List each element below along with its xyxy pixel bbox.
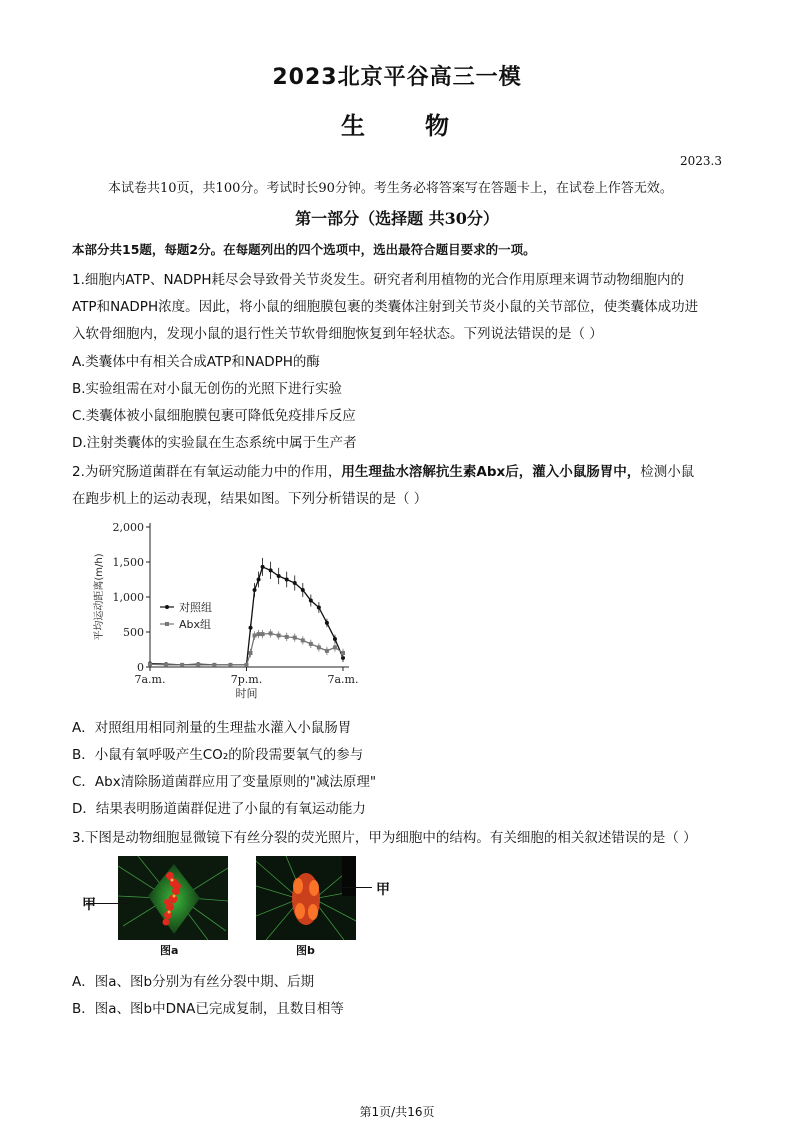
caption-b: 图b (296, 944, 315, 957)
q1-option-b: B.实验组需在对小鼠无创伤的光照下进行实验 (72, 381, 343, 397)
fluorescence-photo-a (118, 856, 228, 940)
data-point-control (257, 578, 261, 582)
data-point-abx (148, 662, 152, 666)
data-point-abx (249, 651, 253, 655)
data-point-abx (293, 636, 297, 640)
q2-option-a: A．对照组用相同剂量的生理盐水灌入小鼠肠胃 (72, 720, 352, 736)
data-point-abx (317, 645, 321, 649)
q1-stem-line3: 入软骨细胞内，发现小鼠的退行性关节软骨细胞恢复到年轻状态。下列说法错误的是（ ） (72, 326, 603, 342)
section-instruction: 本部分共15题，每题2分。在每题列出的四个选项中，选出最符合题目要求的一项。 (72, 242, 536, 257)
q1-option-c: C.类囊体被小鼠细胞膜包裹可降低免疫排斥反应 (72, 408, 356, 424)
q2-stem-emphasis: 用生理盐水溶解抗生素Abx后，灌入小鼠肠胃中， (341, 464, 641, 480)
x-axis-title: 时间 (235, 687, 258, 700)
legend-marker (165, 622, 169, 626)
data-point-control (333, 637, 337, 641)
exam-date: 2023.3 (680, 154, 722, 168)
data-point-abx (257, 632, 261, 636)
data-point-control (277, 574, 281, 578)
data-point-abx (269, 631, 273, 635)
fluorescence-photo-b (256, 856, 356, 940)
data-point-abx (285, 635, 289, 639)
data-point-control (325, 621, 329, 625)
data-point-abx (309, 642, 313, 646)
y-tick-label: 2,000 (112, 521, 144, 534)
label-jia-b: 甲 (376, 882, 390, 898)
data-point-abx (277, 634, 281, 638)
x-tick-label: 7a.m. (327, 673, 359, 686)
data-point-control (249, 626, 253, 630)
caption-a: 图a (160, 944, 179, 957)
q2-option-b: B．小鼠有氧呼吸产生CO₂的阶段需要氧气的参与 (72, 747, 364, 763)
x-tick-label: 7p.m. (230, 673, 263, 686)
data-point-abx (341, 651, 345, 655)
data-point-abx (333, 645, 337, 649)
data-point-abx (301, 638, 305, 642)
q1-option-a: A.类囊体中有相关合成ATP和NADPH的酶 (72, 354, 320, 370)
y-tick-label: 500 (123, 626, 144, 639)
q2-stem-part3: 检测小鼠 (640, 464, 695, 480)
exam-notice: 本试卷共10页，共100分。考试时长90分钟。考生务必将答案写在答题卡上，在试卷上作答无效。 (108, 181, 673, 196)
y-tick-label: 0 (137, 661, 144, 674)
data-point-control (285, 578, 289, 582)
q3-option-a: A．图a、图b分别为有丝分裂中期、后期 (72, 974, 315, 990)
data-point-control (269, 568, 273, 572)
exam-title: 2023北京平谷高三一模 (272, 65, 522, 90)
data-point-control (301, 588, 305, 592)
legend-label: Abx组 (179, 618, 212, 631)
data-point-abx (245, 663, 249, 667)
data-point-control (309, 599, 313, 603)
data-point-abx (196, 663, 200, 667)
running-distance-chart (88, 515, 368, 705)
q2-stem-line1 (72, 460, 694, 480)
q1-stem-line1: 1.细胞内ATP、NADPH耗尽会导致骨关节炎发生。研究者利用植物的光合作用原理来调节动物细胞内的 (72, 272, 684, 288)
series-line-control (150, 567, 343, 665)
data-point-abx (212, 663, 216, 667)
q1-option-d: D.注射类囊体的实验鼠在生态系统中属于生产者 (72, 435, 357, 451)
label-jia-a: 甲 (82, 897, 96, 913)
data-point-control (261, 565, 265, 569)
q2-option-d: D．结果表明肠道菌群促进了小鼠的有氧运动能力 (72, 801, 366, 817)
q2-option-c: C．Abx清除肠道菌群应用了变量原则的"减法原理" (72, 774, 377, 790)
data-point-abx (253, 634, 257, 638)
legend-label: 对照组 (179, 601, 212, 614)
data-point-abx (180, 663, 184, 667)
y-tick-label: 1,500 (112, 556, 144, 569)
data-point-control (317, 606, 321, 610)
q2-stem-part1: 2.为研究肠道菌群在有氧运动能力中的作用， (72, 464, 342, 480)
q3-stem-line1: 3.下图是动物细胞显微镜下有丝分裂的荧光照片，甲为细胞中的结构。有关细胞的相关叙述错误的是（ ） (72, 830, 697, 846)
q2-stem-line2: 在跑步机上的运动表现，结果如图。下列分析错误的是（ ） (72, 491, 428, 507)
q1-stem-line2: ATP和NADPH浓度。因此，将小鼠的细胞膜包裹的类囊体注射到关节炎小鼠的关节部位，使类囊体成功进 (72, 299, 699, 315)
data-point-control (293, 581, 297, 585)
data-point-abx (325, 649, 329, 653)
legend-marker (165, 605, 169, 609)
data-point-abx (228, 663, 232, 667)
section-title: 第一部分（选择题 共30分） (295, 209, 499, 228)
y-tick-label: 1,000 (112, 591, 144, 604)
data-point-abx (261, 632, 265, 636)
data-point-abx (164, 663, 168, 667)
data-point-control (253, 588, 257, 592)
q3-option-b: B．图a、图b中DNA已完成复制，且数目相等 (72, 1001, 344, 1017)
x-tick-label: 7a.m. (134, 673, 166, 686)
label-line-b (338, 887, 372, 888)
subject-title: 生 物 (341, 112, 453, 140)
y-axis-title: 平均运动距离(m/h) (94, 553, 105, 641)
page-number: 第1页/共16页 (359, 1105, 435, 1119)
